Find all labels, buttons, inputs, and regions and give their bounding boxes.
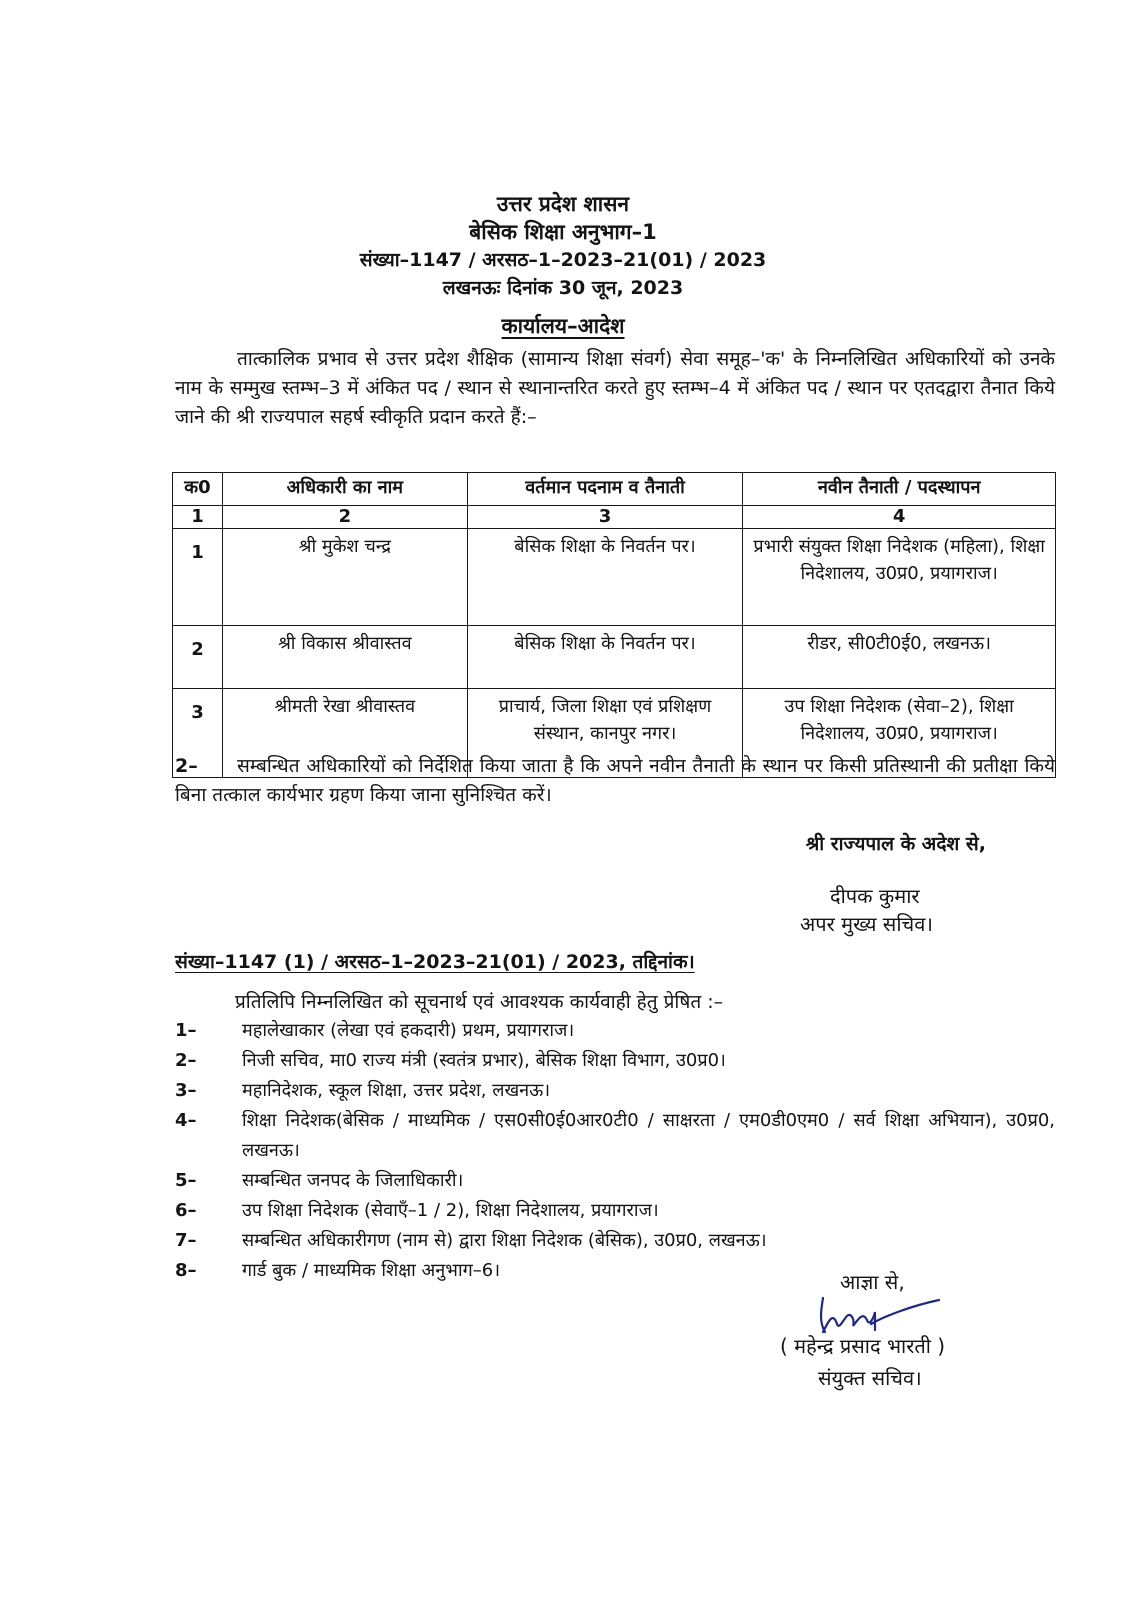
- list-item: [175, 1256, 1055, 1286]
- joint-secretary-designation: संयुक्त सचिव।: [818, 1366, 922, 1390]
- list-text: सम्बन्धित अधिकारीगण (नाम से) द्वारा शिक्षा निदेशक (बेसिक), उ0प्र0, लखनऊ।: [242, 1230, 767, 1251]
- list-item: [175, 1046, 1055, 1076]
- by-order-line: आज्ञा से,: [840, 1270, 905, 1294]
- signatory-designation: अपर मुख्य सचिव।: [800, 912, 933, 936]
- paragraph-number: 2–: [175, 755, 198, 777]
- list-text: निजी सचिव, मा0 राज्य मंत्री (स्वतंत्र प्रभार), बेसिक शिक्षा विभाग, उ0प्र0।: [242, 1050, 726, 1071]
- governor-order-line: श्री राज्यपाल के अदेश से,: [805, 833, 986, 855]
- list-number: 5–: [175, 1170, 197, 1191]
- list-item: [175, 1106, 1055, 1166]
- instruction-text: सम्बन्धित अधिकारियों को निर्देशित किया जाता है कि अपने नवीन तैनाती के स्थान पर किसी प्रतिस्थानी की प्रतीक्षा किये बिना तत्काल कार्यभार ग्रहण किया जाना सुनिश्चित करें।: [175, 755, 1055, 806]
- list-number: 6–: [175, 1200, 197, 1221]
- col-header-serial: क0: [173, 473, 223, 506]
- list-number: 2–: [175, 1050, 197, 1071]
- row-serial: 3: [173, 689, 223, 778]
- list-text: शिक्षा निदेशक(बेसिक / माध्यमिक / एस0सी0ई0आर0टी0 / साक्षरता / एम0डी0एम0 / सर्व शिक्षा अभियान), उ0प्र0, लखनऊ।: [242, 1110, 1055, 1161]
- joint-secretary-name: ( महेन्द्र प्रसाद भारती ): [780, 1334, 946, 1358]
- list-number: 7–: [175, 1230, 197, 1251]
- officer-name: श्रीमती रेखा श्रीवास्तव: [222, 689, 467, 778]
- officer-name: श्री विकास श्रीवास्तव: [222, 626, 467, 689]
- col-index: 4: [743, 506, 1056, 529]
- list-item: [175, 1196, 1055, 1226]
- list-number: 8–: [175, 1260, 197, 1281]
- list-text: महानिदेशक, स्कूल शिक्षा, उत्तर प्रदेश, लखनऊ।: [242, 1080, 551, 1101]
- transfer-table: [172, 472, 1056, 778]
- col-header-name: अधिकारी का नाम: [222, 473, 467, 506]
- table-index-row: [173, 506, 1056, 529]
- new-post: उप शिक्षा निदेशक (सेवा–2), शिक्षा निदेशालय, उ0प्र0, प्रयागराज।: [743, 689, 1056, 778]
- table-row: [173, 529, 1056, 626]
- intro-paragraph: तात्कालिक प्रभाव से उत्तर प्रदेश शैक्षिक (सामान्य शिक्षा संवर्ग) सेवा समूह–'क' के निम्नलिखित अधिकारियों को उनके नाम के सम्मुख स्तम्भ–3 में अंकित पद / स्थान से स्थानान्तरित करते हुए स्तम्भ–4 में अंकित पद / स्थान पर एतदद्वारा तैनात किये जाने की श्री राज्यपाल सहर्ष स्वीकृति प्रदान करते हैं:–: [175, 348, 1055, 428]
- row-serial: 1: [173, 529, 223, 626]
- section-title: बेसिक शिक्षा अनुभाग–1: [469, 220, 657, 244]
- current-post: बेसिक शिक्षा के निवर्तन पर।: [467, 529, 743, 626]
- table-header-row: [173, 473, 1056, 506]
- col-index: 3: [467, 506, 743, 529]
- new-post: प्रभारी संयुक्त शिक्षा निदेशक (महिला), शिक्षा निदेशालय, उ0प्र0, प्रयागराज।: [743, 529, 1056, 626]
- place-date: लखनऊः दिनांक 30 जून, 2023: [442, 277, 684, 299]
- table-row: [173, 626, 1056, 689]
- order-title: कार्यालय–आदेश: [501, 314, 625, 338]
- list-item: [175, 1226, 1055, 1256]
- current-post: बेसिक शिक्षा के निवर्तन पर।: [467, 626, 743, 689]
- list-item: [175, 1016, 1055, 1046]
- officer-name: श्री मुकेश चन्द्र: [222, 529, 467, 626]
- list-number: 3–: [175, 1080, 197, 1101]
- list-number: 4–: [175, 1110, 197, 1131]
- list-text: महालेखाकार (लेखा एवं हकदारी) प्रथम, प्रयागराज।: [242, 1020, 575, 1041]
- copy-reference-number: संख्या–1147 (1) / अरसठ–1–2023–21(01) / 2023, तद्दिनांक।: [175, 951, 695, 973]
- list-number: 1–: [175, 1020, 197, 1041]
- instruction-paragraph: [175, 752, 1055, 810]
- new-post: रीडर, सी0टी0ई0, लखनऊ।: [743, 626, 1056, 689]
- list-item: [175, 1166, 1055, 1196]
- current-post: प्राचार्य, जिला शिक्षा एवं प्रशिक्षण संस्थान, कानपुर नगर।: [467, 689, 743, 778]
- row-serial: 2: [173, 626, 223, 689]
- col-index: 1: [173, 506, 223, 529]
- copy-list: [175, 1016, 1055, 1286]
- reference-number: संख्या–1147 / अरसठ–1–2023–21(01) / 2023: [359, 249, 767, 271]
- list-text: सम्बन्धित जनपद के जिलाधिकारी।: [242, 1170, 464, 1191]
- list-text: गार्ड बुक / माध्यमिक शिक्षा अनुभाग–6।: [242, 1260, 501, 1281]
- list-text: उप शिक्षा निदेशक (सेवाएँ–1 / 2), शिक्षा निदेशालय, प्रयागराज।: [242, 1200, 659, 1221]
- col-index: 2: [222, 506, 467, 529]
- signatory-name: दीपक कुमार: [830, 884, 920, 908]
- copy-intro: प्रतिलिपि निम्नलिखित को सूचनार्थ एवं आवश्यक कार्यवाही हेतु प्रेषित :–: [235, 991, 724, 1013]
- govt-title: उत्तर प्रदेश शासन: [496, 192, 630, 216]
- col-header-current-post: वर्तमान पदनाम व तैनाती: [467, 473, 743, 506]
- col-header-new-post: नवीन तैनाती / पदस्थापन: [743, 473, 1056, 506]
- list-item: [175, 1076, 1055, 1106]
